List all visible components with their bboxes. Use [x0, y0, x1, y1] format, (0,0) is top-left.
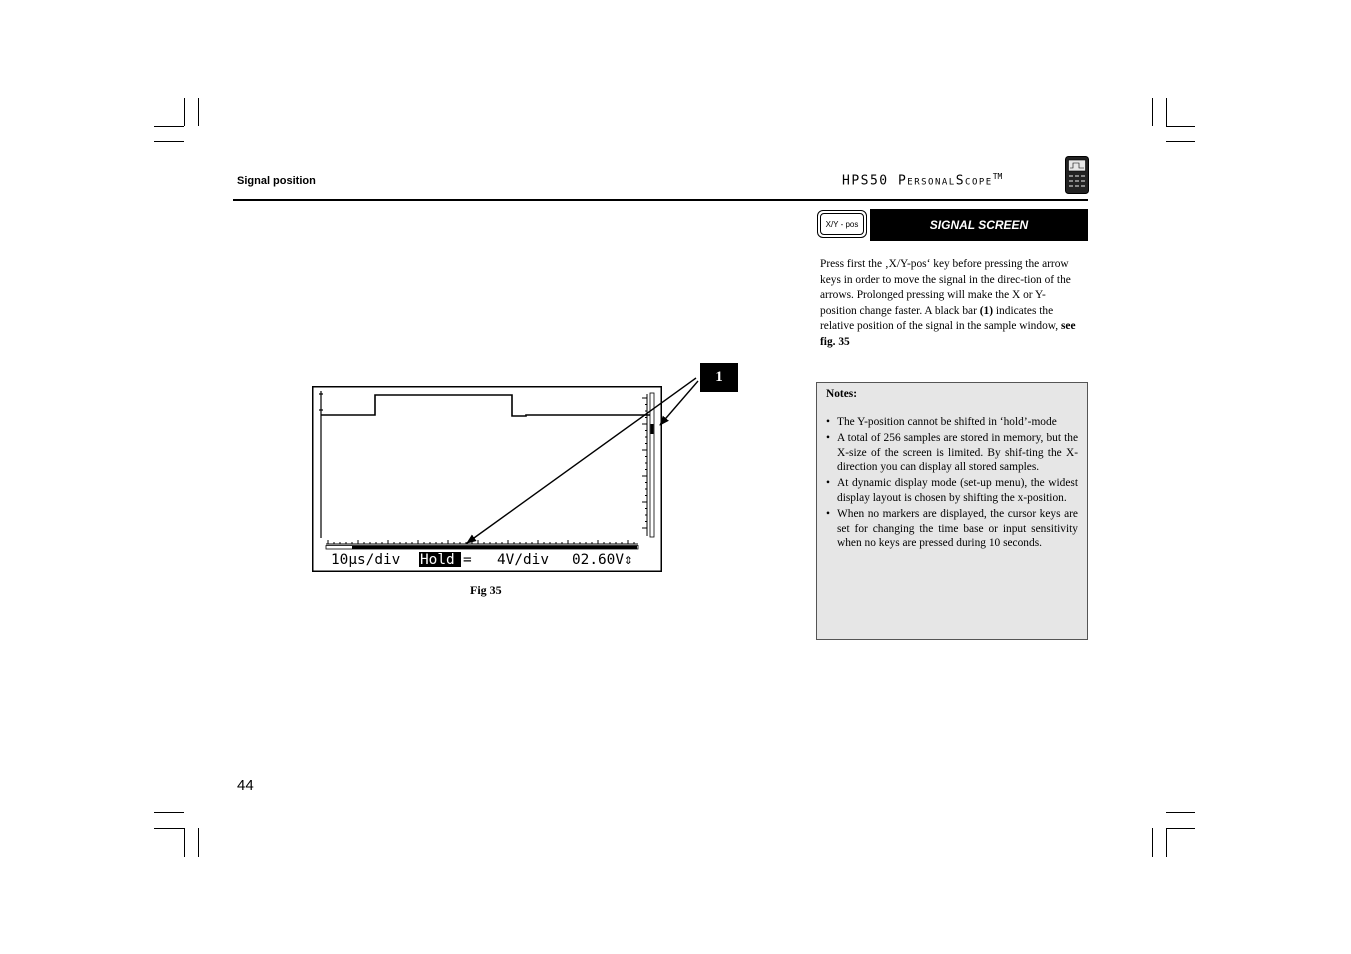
crop-mark	[198, 98, 199, 126]
crop-mark	[1166, 812, 1195, 813]
crop-mark	[1166, 828, 1167, 857]
xy-pos-key-icon	[817, 210, 867, 238]
lcd-timebase: 10µs/div	[331, 552, 401, 568]
notes-box	[816, 382, 1088, 640]
crop-mark	[1166, 98, 1167, 126]
section-label: Signal position	[237, 175, 316, 187]
figure-caption: Fig 35	[470, 583, 502, 597]
bar-reference: (1)	[979, 304, 994, 317]
y-position-bar	[650, 393, 654, 537]
note-item: • At dynamic display mode (set-up menu), the widest display layout is chosen by shifting the x-position.	[826, 476, 1078, 506]
crop-mark	[198, 828, 199, 857]
crop-mark	[1152, 98, 1153, 126]
crop-mark	[154, 828, 184, 829]
crop-mark	[184, 828, 185, 857]
lcd-volts-div: 4V/div	[497, 552, 549, 568]
intro-text-1: Press first the ‚X/Y-pos‘ key before pressing the arrow keys in order to move the signal in the direc-tion of the arrows. Prolonged pressing will make the X or Y- position change faster. A black bar	[820, 258, 1071, 317]
crop-mark	[1152, 828, 1153, 857]
header-divider	[233, 199, 1088, 201]
x-position-indicator	[352, 546, 637, 549]
lcd-reading: 02.60V⇕	[572, 552, 633, 568]
handheld-scope-icon	[1065, 156, 1089, 194]
lcd-hold-mode: Hold	[420, 552, 455, 568]
callout-label: 1	[700, 363, 738, 392]
intro-paragraph	[820, 257, 1084, 351]
crop-mark	[154, 812, 184, 813]
crop-mark	[1166, 141, 1195, 142]
figure-reference: see fig. 35	[820, 320, 1076, 348]
lcd-coupling: =	[463, 552, 472, 568]
note-item: • When no markers are displayed, the cursor keys are set for changing the time base or input sensitivity when no keys are pressed during 10 seconds.	[826, 507, 1078, 551]
notes-list	[826, 415, 1078, 551]
intro-text-2: indicates the relative position of the signal in the sample window,	[820, 304, 1061, 333]
brand-name: HPS50 PersonalScope	[842, 173, 993, 189]
page-number: 44	[237, 777, 254, 794]
crop-mark	[154, 141, 184, 142]
callout-arrow-y	[660, 381, 698, 425]
notes-title: Notes:	[826, 388, 857, 400]
y-position-indicator	[651, 424, 654, 434]
note-item: • The Y-position cannot be shifted in ‘hold’-mode	[826, 415, 1078, 430]
xy-pos-key-label: X/Y - pos	[820, 213, 864, 235]
trademark-mark: TM	[992, 172, 1003, 181]
crop-mark	[1166, 126, 1195, 127]
crop-mark	[1166, 828, 1195, 829]
signal-screen-banner: SIGNAL SCREEN	[870, 209, 1088, 241]
lcd-screen-figure	[312, 386, 664, 574]
note-item: • A total of 256 samples are stored in memory, but the X-size of the screen is limited. By shif-ting the X-direction you can display all stored samples.	[826, 431, 1078, 475]
brand-title	[842, 172, 1002, 188]
crop-mark	[154, 126, 184, 127]
crop-mark	[184, 98, 185, 126]
